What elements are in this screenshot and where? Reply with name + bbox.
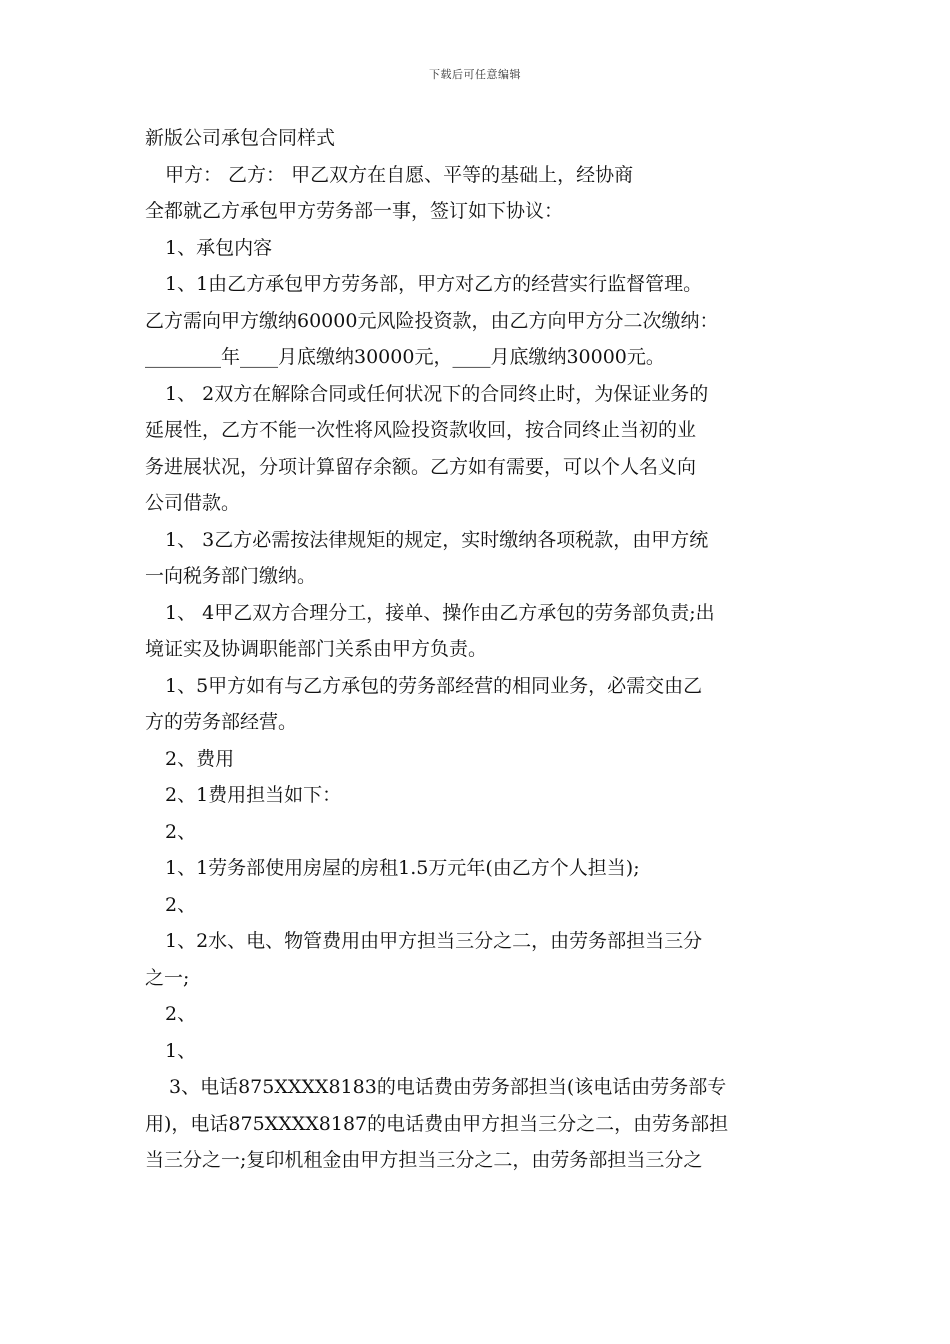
document-line: 1、 4甲乙双方合理分工，接单、操作由乙方承包的劳务部负责;出 (165, 601, 715, 624)
document-line: 乙方需向甲方缴纳60000元风险投资款，由乙方向甲方分二次缴纳： (145, 309, 719, 332)
document-line: 1、1劳务部使用房屋的房租1.5万元年(由乙方个人担当); (165, 857, 640, 879)
document-line: 1、承包内容 (165, 236, 273, 259)
document-line: 2、 (165, 820, 197, 843)
document-line: 1、 (165, 1039, 197, 1062)
document-line: 务进展状况，分项计算留存余额。乙方如有需要，可以个人名义向 (145, 455, 697, 478)
document-line: 1、5甲方如有与乙方承包的劳务部经营的相同业务，必需交由乙 (165, 674, 703, 697)
document-line: 全都就乙方承包甲方劳务部一事，签订如下协议： (145, 200, 564, 222)
document-line: 2、费用 (165, 747, 235, 770)
document-paragraphs (145, 157, 810, 1179)
document-line: 2、1费用担当如下： (165, 784, 342, 806)
document-line: 1、2水、电、物管费用由甲方担当三分之二，由劳务部担当三分 (165, 930, 703, 952)
document-line: 公司借款。 (145, 492, 241, 514)
document-line: 1、 3乙方必需按法律规矩的规定，实时缴纳各项税款，由甲方统 (165, 528, 709, 551)
document-line: 延展性，乙方不能一次性将风险投资款收回，按合同终止当初的业 (145, 419, 697, 441)
document-line: 当三分之一;复印机租金由甲方担当三分之二，由劳务部担当三分之 (145, 1149, 703, 1171)
document-line: 甲方： 乙方： 甲乙双方在自愿、平等的基础上，经协商 (165, 163, 634, 186)
document-line: 2、 (165, 1003, 197, 1025)
document-body (145, 120, 810, 1179)
document-line: ________年____月底缴纳30000元，____月底缴纳30000元。 (145, 346, 665, 368)
document-line: 用)，电话875XXXX8187的电话费由甲方担当三分之二，由劳务部担 (145, 1112, 729, 1135)
document-line: 方的劳务部经营。 (145, 711, 298, 733)
document-line: 1、 2双方在解除合同或任何状况下的合同终止时，为保证业务的 (165, 382, 709, 405)
document-line: 1、1由乙方承包甲方劳务部，甲方对乙方的经营实行监督管理。 (165, 273, 703, 295)
document-line: 3、电话875XXXX8183的电话费由劳务部担当(该电话由劳务部专 (169, 1076, 727, 1098)
document-line: 2、 (165, 893, 197, 916)
document-line: 一向税务部门缴纳。 (145, 565, 317, 587)
document-title: 新版公司承包合同样式 (145, 127, 336, 149)
page-header-note: 下载后可任意编辑 (429, 68, 521, 81)
document-line: 之一; (145, 966, 190, 989)
document-line: 境证实及协调职能部门关系由甲方负责。 (145, 638, 488, 660)
